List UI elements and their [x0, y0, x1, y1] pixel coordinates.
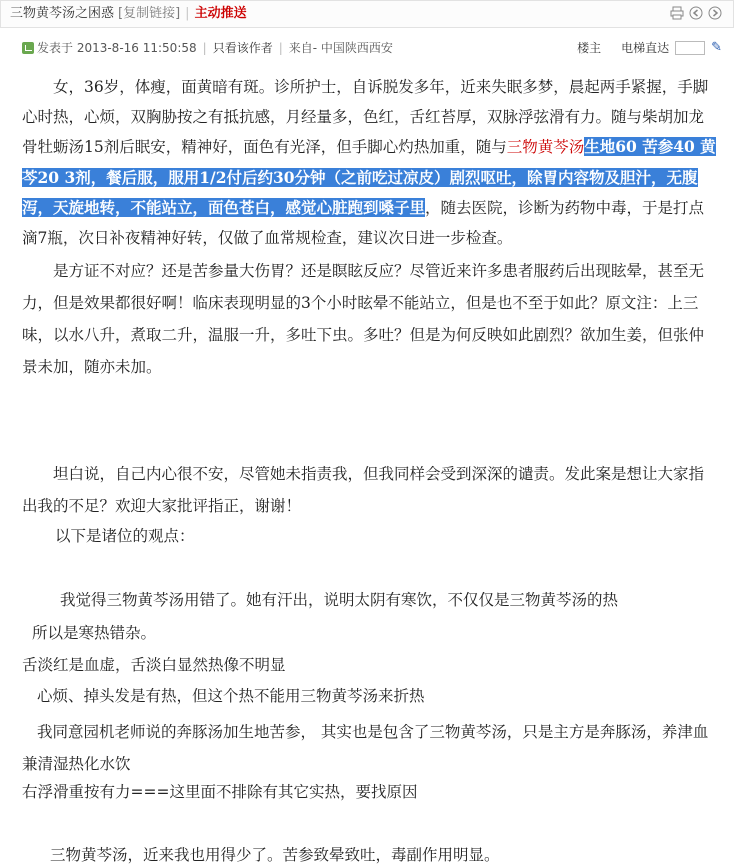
online-status-icon — [22, 42, 34, 54]
formula-name: 三物黄芩汤 — [506, 138, 585, 156]
post-content — [22, 73, 718, 383]
next-icon[interactable] — [707, 5, 723, 21]
title-separator: | — [185, 6, 190, 21]
thread-title-bar — [0, 0, 734, 28]
reply-line-4: 心烦、掉头发是有热，但这个热不能用三物黄芩汤来折热 — [37, 687, 425, 705]
jump-pen-icon[interactable]: ✎ — [711, 40, 722, 55]
title-bar-icons — [669, 5, 723, 21]
paragraph-views-intro: 以下是诸位的观点： — [55, 527, 195, 545]
thread-title: 三物黄芩汤之困惑 — [10, 6, 115, 21]
copy-link[interactable]: [复制链接] — [118, 6, 181, 21]
floor-owner-label: 楼主 — [577, 41, 602, 55]
prev-icon[interactable] — [688, 5, 704, 21]
paragraph-confession: 坦白说，自己内心很不安，尽管她未指责我，但我同样会受到深深的谴责。发此案是想让大家指出我的不足？欢迎大家批评指正，谢谢！ — [22, 465, 705, 515]
post-time: 发表于 2013-8-16 11:50:58 — [37, 41, 197, 55]
post-meta-bar: 发表于 2013-8-16 11:50:58 | 只看该作者 | 来自- 中国陕西西安 楼主 电梯直达 ✎ — [22, 38, 722, 58]
reply-line-3: 舌淡红是血虚，舌淡白显然热像不明显 — [22, 656, 286, 674]
floor-input[interactable] — [675, 41, 705, 55]
only-author-link[interactable]: 只看该作者 — [212, 41, 273, 55]
post-location: 来自- 中国陕西西安 — [288, 41, 393, 55]
paragraph-case: 女，36岁，体瘦，面黄暗有斑。诊所护士，自诉脱发多年，近来失眠多梦，晨起两手紧握，手脚心时热，心烦，双胸胁按之有抵抗感，月经量多，色红，舌红苔厚，双脉浮弦滑有力。随与柴胡加龙骨牡蛎汤15剂后眠安，精神好，面色有光泽，但手脚心灼热加重，随与三物黄芩汤生地60 苦参40 黄芩20 3剂，餐后服，服用1/2付后约30分钟（之前吃过凉皮）剧烈呕吐，除胃内容物及胆汁，无腹泻，天旋地转，不能站立，面色苍白，感觉心脏跑到嗓子里，随去医院，诊断为药物中毒，于是打点滴7瓶，次日补夜精神好转，仅做了血常规检查，建议次日进一步检查。 — [22, 78, 716, 247]
paragraph-questions: 是方证不对应？还是苦参量大伤胃？还是瞑眩反应？尽管近来许多患者服药后出现眩晕，甚至无力，但是效果都很好啊！临床表现明显的3个小时眩晕不能站立，但是也不至于如此？原文注：上三味，以水八升，煮取二升，温服一升，多吐下虫。多吐？但是为何反映如此剧烈？欲加生姜，但张仲景未加，随亦未加。 — [22, 262, 705, 376]
elevator-label: 电梯直达 — [621, 41, 670, 55]
floor-controls — [577, 38, 722, 58]
reply-line-7: 三物黄芩汤，近来我也用得少了。苦参致晕致吐，毒副作用明显。 — [50, 846, 500, 864]
reply-line-2: 所以是寒热错杂。 — [32, 624, 157, 642]
reply-line-6: 右浮滑重按有力===这里面不排除有其它实热，要找原因 — [22, 783, 418, 801]
print-icon[interactable] — [669, 5, 685, 21]
reply-line-5: 我同意园机老师说的奔豚汤加生地苦参， 其实也是包含了三物黄芩汤，只是主方是奔豚汤，养津血兼清湿热化水饮 — [22, 723, 709, 773]
reply-line-1: 我觉得三物黄芩汤用错了。她有汗出，说明太阴有寒饮，不仅仅是三物黄芩汤的热 — [60, 591, 619, 609]
selected-text: 生地60 苦参40 黄芩20 3剂，餐后服，服用1/2付后约30分钟（之前吃过凉皮）剧烈呕吐，除胃内容物及胆汁，无腹泻，天旋地转，不能站立，面色苍白，感觉心脏跑到嗓子里 — [22, 137, 716, 217]
push-link[interactable]: 主动推送 — [194, 6, 247, 21]
